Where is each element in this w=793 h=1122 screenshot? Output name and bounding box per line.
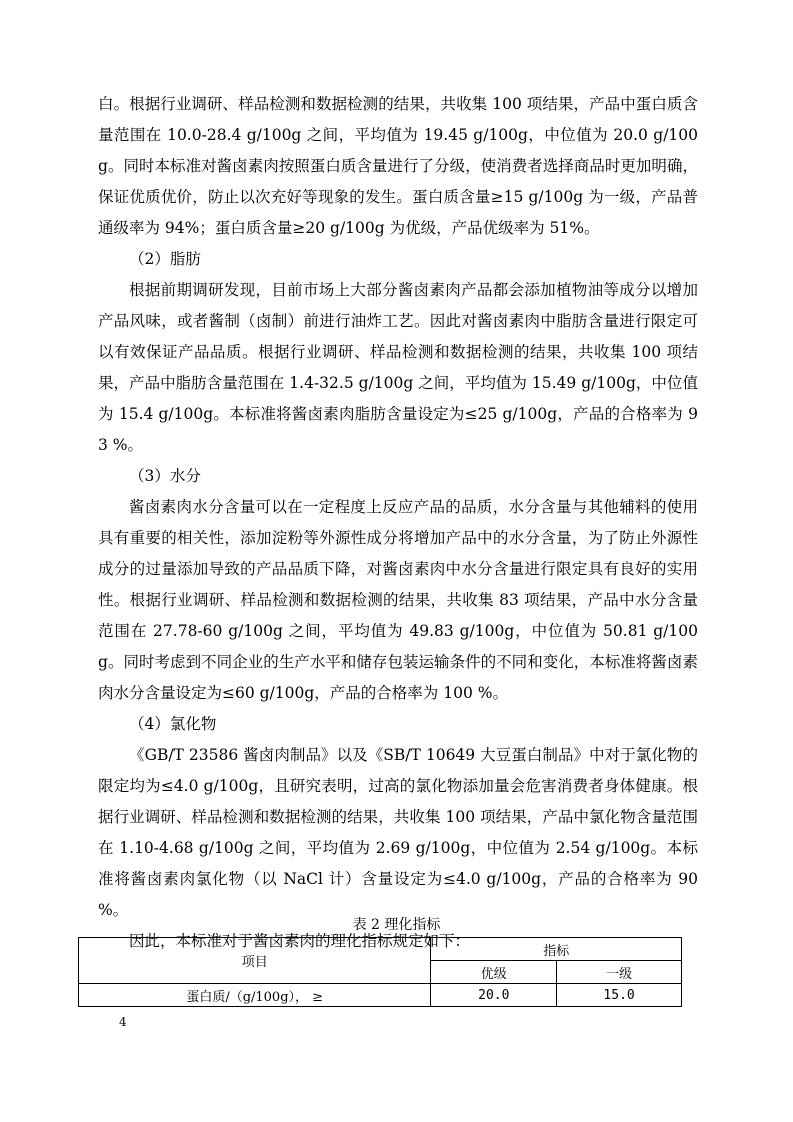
section-heading-water: （3）水分 <box>129 467 201 485</box>
row-excellent-value: 20.0 <box>431 984 557 1007</box>
body-text <box>98 89 698 957</box>
table-row <box>79 984 682 1007</box>
section-heading-chloride: （4）氯化物 <box>129 715 217 733</box>
header-grade-first: 一级 <box>557 961 682 984</box>
header-grade-excellent: 优级 <box>431 961 557 984</box>
row-first-value: 15.0 <box>557 984 682 1007</box>
header-item: 项目 <box>79 938 431 984</box>
section-heading-fat: （2）脂肪 <box>129 250 201 268</box>
paragraph-fat: 根据前期调研发现，目前市场上大部分酱卤素肉产品都会添加植物油等成分以增加产品风味，或者酱制（卤制）前进行油炸工艺。因此对酱卤素肉中脂肪含量进行限定可以有效保证产品品质。根据行业调研、样品检测和数据检测的结果，共收集 100 项结果，产品中脂肪含量范围在 1.4-32.5 g/100g 之间，平均值为 15.49 g/100g，中位值为 15.4 g/100g。本标准将酱卤素肉脂肪含量设定为≤25 g/100g，产品的合格率为 93 %。 <box>98 281 698 454</box>
page-number: 4 <box>119 1015 127 1029</box>
spec-table <box>78 937 682 1007</box>
table-header-row <box>79 938 682 961</box>
paragraph-protein-continued: 白。根据行业调研、样品检测和数据检测的结果，共收集 100 项结果，产品中蛋白质含量范围在 10.0-28.4 g/100g 之间，平均值为 19.45 g/100g，中位值为 20.0 g/100g。同时本标准对酱卤素肉按照蛋白质含量进行了分级，使消费者选择商品时更加明确，保证优质优价，防止以次充好等现象的发生。蛋白质含量≥15 g/100g 为一级，产品普通级率为 94%；蛋白质含量≥20 g/100g 为优级，产品优级率为 51%。 <box>98 95 698 237</box>
header-indicator: 指标 <box>431 938 682 961</box>
table-caption: 表 2 理化指标 <box>352 917 441 933</box>
paragraph-conclusion: 因此，本标准对于酱卤素肉的理化指标规定如下： <box>129 932 471 950</box>
row-item: 蛋白质/（g/100g）， ≥ <box>79 984 431 1007</box>
paragraph-water: 酱卤素肉水分含量可以在一定程度上反应产品的品质，水分含量与其他辅料的使用具有重要的相关性，添加淀粉等外源性成分将增加产品中的水分含量，为了防止外源性成分的过量添加导致的产品品质下降，对酱卤素肉中水分含量进行限定具有良好的实用性。根据行业调研、样品检测和数据检测的结果，共收集 83 项结果，产品中水分含量范围在 27.78-60 g/100g 之间，平均值为 49.83 g/100g，中位值为 50.81 g/100g。同时考虑到不同企业的生产水平和储存包装运输条件的不同和变化，本标准将酱卤素肉水分含量设定为≤60 g/100g，产品的合格率为 100 %。 <box>98 498 698 702</box>
paragraph-chloride: 《GB/T 23586 酱卤肉制品》以及《SB/T 10649 大豆蛋白制品》中对于氯化物的限定均为≤4.0 g/100g，且研究表明，过高的氯化物添加量会危害消费者身体健康。根据行业调研、样品检测和数据检测的结果，共收集 100 项结果，产品中氯化物含量范围在 1.10-4.68 g/100g 之间，平均值为 2.69 g/100g，中位值为 2.54 g/100g。本标准将酱卤素肉氯化物（以 NaCl 计）含量设定为≤4.0 g/100g，产品的合格率为 90 %。 <box>98 746 698 919</box>
